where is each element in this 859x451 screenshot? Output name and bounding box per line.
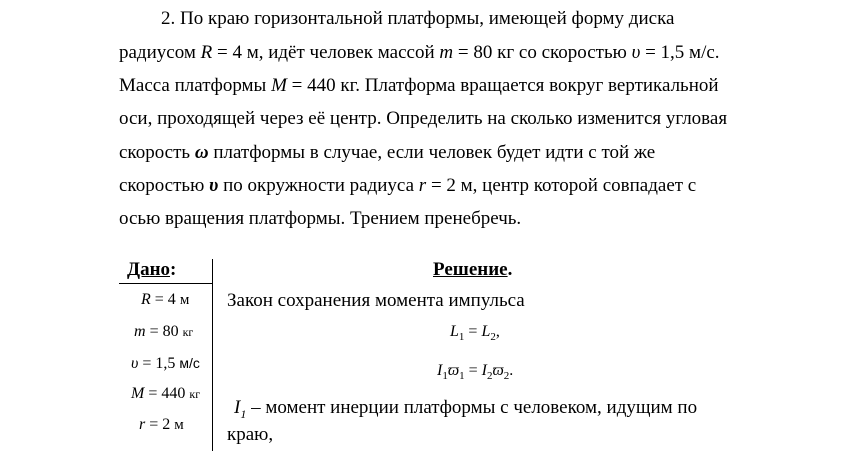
- problem-line-4: оси, проходящей через её центр. Определить на сколько изменится угловая: [119, 108, 728, 129]
- formula-momentum-equality: $L_1 = L_2$,: [450, 323, 500, 344]
- problem-line-5: скорость ω платформы в случае, если человек будет идти с той же: [119, 142, 656, 163]
- given-header-underline: [119, 283, 213, 284]
- solution-inertia-definition: $I_1$ – момент инерции платформы с человеком, идущим по: [234, 397, 698, 421]
- given-item-platform-mass: M = 440 кг: [131, 385, 201, 402]
- problem-line-1: 2. По краю горизонтальной платформы, имеющей форму диска: [161, 8, 675, 29]
- given-item-path-radius: r = 2 м: [139, 416, 184, 433]
- problem-line-2: радиусом R = 4 м, идёт человек массой m = 80 кг со скоростью υ = 1,5 м/с.: [119, 42, 720, 63]
- problem-number: 2.: [161, 8, 176, 29]
- solution-inertia-definition-cont: краю,: [227, 424, 274, 445]
- problem-line-3: Масса платформы M = 440 кг. Платформа вращается вокруг вертикальной: [119, 75, 719, 96]
- given-header: Дано:: [127, 259, 177, 280]
- formula-inertia-omega: $I_1ϖ_1 = I_2ϖ_2$.: [437, 362, 514, 383]
- given-item-radius: R = 4 м: [141, 291, 190, 308]
- problem-line-6: скоростью υ по окружности радиуса r = 2 м, центр которой совпадает с: [119, 175, 697, 196]
- solution-header: Решение.: [433, 259, 513, 280]
- given-item-speed: υ = 1,5 м/с: [131, 355, 200, 372]
- solution-law: Закон сохранения момента импульса: [227, 290, 525, 311]
- table-vertical-divider: [212, 259, 213, 451]
- problem-line-7: осью вращения платформы. Трением пренебречь.: [119, 208, 522, 229]
- given-item-mass: m = 80 кг: [134, 323, 194, 340]
